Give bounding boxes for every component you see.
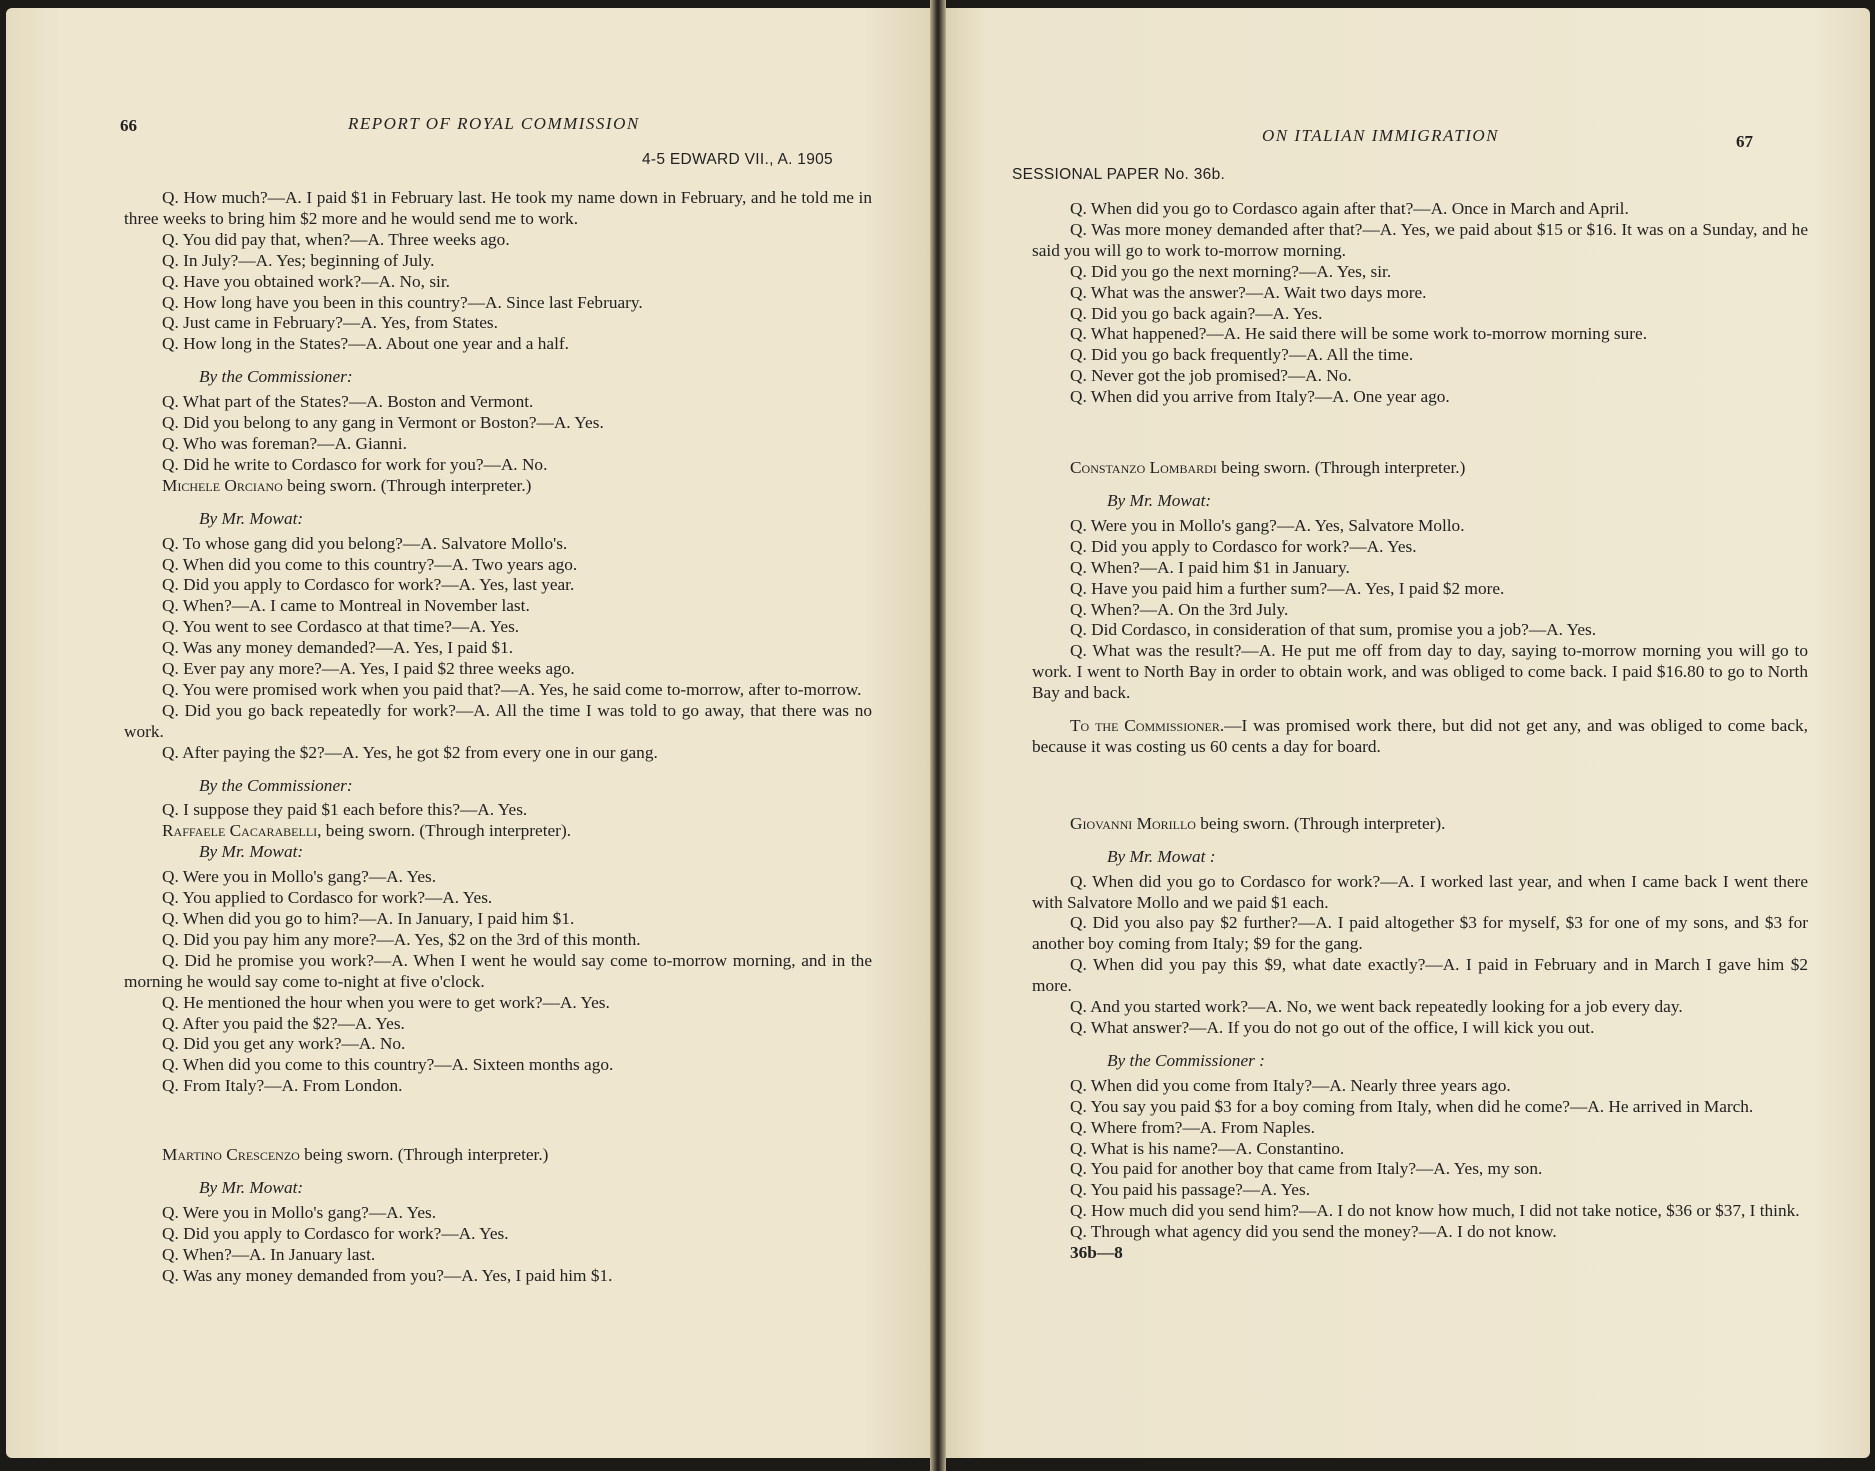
witness-sworn-text: being sworn. (Through interpreter.) xyxy=(282,475,532,495)
qa-line: Q. Was any money demanded from you?—A. Yes, I paid him $1. xyxy=(162,1265,613,1285)
qa-line: Q. You paid his passage?—A. Yes. xyxy=(1070,1180,1311,1200)
examiner-heading: By the Commissioner : xyxy=(1107,1050,1265,1070)
testimony-block-3 xyxy=(124,534,872,764)
qa-line: Q. Did you go back again?—A. Yes. xyxy=(1070,303,1323,323)
testimony-block-2 xyxy=(1032,516,1808,704)
qa-line: Q. You say you paid $3 for a boy coming from Italy, when did he come?—A. He arrived in March. xyxy=(1070,1096,1754,1116)
qa-line: Q. Who was foreman?—A. Gianni. xyxy=(162,433,407,453)
qa-line: Q. Did you apply to Cordasco for work?—A. Yes, last year. xyxy=(162,575,575,595)
statement-to-commissioner xyxy=(1032,716,1808,758)
book-gutter xyxy=(930,0,946,1471)
examiner-heading: By the Commissioner: xyxy=(199,775,353,795)
examiner-heading: By Mr. Mowat : xyxy=(1107,846,1216,866)
qa-line: Q. Did you pay him any more?—A. Yes, $2 on the 3rd of this month. xyxy=(162,929,641,949)
witness-name: Michele Orciano xyxy=(162,475,283,495)
qa-line: Q. Were you in Mollo's gang?—A. Yes, Salvatore Mollo. xyxy=(1070,515,1465,535)
examiner-heading: By the Commissioner: xyxy=(199,367,353,387)
qa-line: Q. Have you paid him a further sum?—A. Yes, I paid $2 more. xyxy=(1070,578,1505,598)
page-number-left: 66 xyxy=(120,116,137,135)
qa-line: Q. What is his name?—A. Constantino. xyxy=(1070,1138,1345,1158)
qa-line: Q. What part of the States?—A. Boston and Vermont. xyxy=(162,392,534,412)
right-page-body xyxy=(1032,199,1808,1264)
qa-line: Q. From Italy?—A. From London. xyxy=(162,1076,403,1096)
running-title-left: REPORT OF ROYAL COMMISSION xyxy=(348,114,640,133)
qa-line: Q. You went to see Cordasco at that time?—A. Yes. xyxy=(162,617,520,637)
testimony-block-6 xyxy=(124,1203,872,1287)
left-page xyxy=(6,8,936,1458)
qa-line: Q. How much?—A. I paid $1 in February last. He took my name down in February, and he told me in three weeks to bring him $2 more and he would send me to work. xyxy=(124,188,872,228)
qa-line: Q. Did you apply to Cordasco for work?—A. Yes. xyxy=(162,1223,509,1243)
qa-line: Q. Did you apply to Cordasco for work?—A. Yes. xyxy=(1070,536,1417,556)
testimony-block-2 xyxy=(124,392,872,476)
qa-line: Q. Did Cordasco, in consideration of that sum, promise you a job?—A. Yes. xyxy=(1070,620,1597,640)
qa-line: Q. You did pay that, when?—A. Three weeks ago. xyxy=(162,229,510,249)
qa-line: Q. And you started work?—A. No, we went back repeatedly looking for a job every day. xyxy=(1070,997,1683,1017)
testimony-block-4 xyxy=(124,800,872,821)
witness-name: Raffaele Cacarabelli xyxy=(162,821,318,841)
qa-line: Q. You were promised work when you paid that?—A. Yes, he said come to-morrow, after to-morrow. xyxy=(162,679,862,699)
witness-name: Martino Crescenzo xyxy=(162,1145,300,1165)
section-spacer xyxy=(1032,704,1808,716)
sessional-paper-line: SESSIONAL PAPER No. 36b. xyxy=(1012,166,1226,183)
testimony-block-1 xyxy=(124,188,872,355)
qa-line: Q. Did you belong to any gang in Vermont or Boston?—A. Yes. xyxy=(162,413,604,433)
qa-line: Q. Were you in Mollo's gang?—A. Yes. xyxy=(162,867,437,887)
session-line: 4-5 EDWARD VII., A. 1905 xyxy=(642,151,833,168)
qa-line: Q. Was more money demanded after that?—A. Yes, we paid about $15 or $16. It was on a Sunday, and he said you will go to work to-morrow morning. xyxy=(1032,219,1808,260)
witness-sworn-line xyxy=(162,476,872,497)
left-page-body xyxy=(124,188,872,1287)
witness-sworn-text: being sworn. (Through interpreter.) xyxy=(299,1145,549,1165)
qa-line: Q. When did you come from Italy?—A. Nearly three years ago. xyxy=(1070,1075,1511,1095)
witness-name: Constanzo Lombardi xyxy=(1070,458,1217,478)
qa-line: Q. When?—A. On the 3rd July. xyxy=(1070,599,1289,619)
witness-sworn-line xyxy=(1070,458,1808,479)
qa-line: Q. In July?—A. Yes; beginning of July. xyxy=(162,250,435,270)
qa-line: Q. When?—A. In January last. xyxy=(162,1244,376,1264)
qa-line: Q. Through what agency did you send the money?—A. I do not know. xyxy=(1070,1222,1557,1242)
qa-line: Q. When did you go to Cordasco for work?—A. I worked last year, and when I came back I went there with Salvatore Mollo and we paid $1 each. xyxy=(1032,871,1808,912)
qa-line: Q. When did you come to this country?—A. Two years ago. xyxy=(162,554,578,574)
qa-line: Q. What answer?—A. If you do not go out of the office, I will kick you out. xyxy=(1070,1018,1595,1037)
right-page xyxy=(940,8,1870,1458)
statement-label: To the Commissioner. xyxy=(1070,716,1225,736)
qa-line: Q. When did you go to Cordasco again after that?—A. Once in March and April. xyxy=(1070,199,1629,218)
qa-line: Q. Did you go the next morning?—A. Yes, sir. xyxy=(1070,261,1392,281)
statement-text: —I was promised work there, but did not get any, and was obliged to come back, because it was costing us 60 cents a day for board. xyxy=(1032,716,1808,756)
qa-line: Q. Did he promise you work?—A. When I went he would say come to-morrow morning, and in the morning he would say come to-night at five o'clock. xyxy=(124,950,872,991)
section-spacer xyxy=(124,1097,872,1145)
witness-name: Giovanni Morillo xyxy=(1070,813,1196,833)
qa-line: Q. When?—A. I came to Montreal in November last. xyxy=(162,596,530,616)
qa-line: Q. When did you pay this $9, what date exactly?—A. I paid in February and in March I gave him $2 more. xyxy=(1032,955,1808,996)
qa-line: Q. Did you also pay $2 further?—A. I paid altogether $3 for myself, $3 for one of my sons, and $3 for another boy coming from Italy; $9 for the gang. xyxy=(1032,913,1808,954)
qa-line: Q. When did you arrive from Italy?—A. One year ago. xyxy=(1070,387,1450,407)
qa-line: Q. What was the answer?—A. Wait two days more. xyxy=(1070,282,1427,302)
section-spacer xyxy=(1032,758,1808,814)
witness-sworn-line xyxy=(1070,814,1808,835)
testimony-block-4 xyxy=(1032,1076,1808,1243)
qa-line: Q. Did you get any work?—A. No. xyxy=(162,1034,406,1054)
testimony-block-1 xyxy=(1032,199,1808,408)
qa-line: Q. You applied to Cordasco for work?—A. Yes. xyxy=(162,888,493,908)
page-number-right: 67 xyxy=(1736,132,1753,151)
signature-mark: 36b—8 xyxy=(1070,1243,1123,1263)
examiner-heading: By Mr. Mowat: xyxy=(199,842,304,862)
running-title-right: ON ITALIAN IMMIGRATION xyxy=(1262,126,1499,145)
qa-line: Q. Was any money demanded?—A. Yes, I paid $1. xyxy=(162,638,514,658)
qa-line: Q. Never got the job promised?—A. No. xyxy=(1070,366,1352,386)
qa-line: Q. Did he write to Cordasco for work for you?—A. No. xyxy=(162,454,548,474)
qa-line: Q. To whose gang did you belong?—A. Salvatore Mollo's. xyxy=(162,533,568,553)
examiner-heading: By Mr. Mowat: xyxy=(199,1178,304,1198)
witness-sworn-line xyxy=(162,1145,872,1166)
testimony-block-3 xyxy=(1032,872,1808,1039)
qa-line: Q. When did you go to him?—A. In January, I paid him $1. xyxy=(162,909,575,928)
qa-line: Q. Were you in Mollo's gang?—A. Yes. xyxy=(162,1202,437,1222)
examiner-heading: By Mr. Mowat: xyxy=(199,508,304,528)
examiner-heading: By Mr. Mowat: xyxy=(1107,490,1212,510)
qa-line: Q. When?—A. I paid him $1 in January. xyxy=(1070,557,1350,577)
qa-line: Q. How long have you been in this country?—A. Since last February. xyxy=(162,292,643,312)
qa-line: Q. Did you go back repeatedly for work?—A. All the time I was told to go away, that there was no work. xyxy=(124,700,872,741)
qa-line: Q. Have you obtained work?—A. No, sir. xyxy=(162,271,450,291)
qa-line: Q. When did you come to this country?—A. Sixteen months ago. xyxy=(162,1055,614,1075)
qa-line: Q. How much did you send him?—A. I do not know how much, I did not take notice, $36 or $37, I think. xyxy=(1070,1201,1800,1221)
section-spacer xyxy=(1032,408,1808,458)
qa-line: Q. After paying the $2?—A. Yes, he got $2 from every one in our gang. xyxy=(162,742,658,762)
qa-line: Q. I suppose they paid $1 each before this?—A. Yes. xyxy=(162,800,528,820)
qa-line: Q. What happened?—A. He said there will be some work to-morrow morning sure. xyxy=(1070,324,1648,344)
qa-line: Q. How long in the States?—A. About one year and a half. xyxy=(162,334,569,354)
qa-line: Q. Where from?—A. From Naples. xyxy=(1070,1117,1315,1137)
qa-line: Q. You paid for another boy that came from Italy?—A. Yes, my son. xyxy=(1070,1159,1543,1179)
qa-line: Q. After you paid the $2?—A. Yes. xyxy=(162,1013,405,1033)
qa-line: Q. Did you go back frequently?—A. All the time. xyxy=(1070,345,1414,365)
witness-sworn-text: , being sworn. (Through interpreter). xyxy=(317,821,572,841)
witness-sworn-text: being sworn. (Through interpreter.) xyxy=(1216,458,1466,478)
witness-sworn-line xyxy=(162,821,872,842)
qa-line: Q. Just came in February?—A. Yes, from States. xyxy=(162,313,498,333)
qa-line: Q. He mentioned the hour when you were to get work?—A. Yes. xyxy=(162,992,610,1012)
qa-line: Q. What was the result?—A. He put me off from day to day, saying to-morrow morning you will go to work. I went to North Bay in order to obtain work, and was obliged to come back. I paid $16.80 to go to North Bay and back. xyxy=(1032,641,1808,703)
witness-sworn-text: being sworn. (Through interpreter). xyxy=(1195,813,1446,833)
qa-line: Q. Ever pay any more?—A. Yes, I paid $2 three weeks ago. xyxy=(162,659,575,679)
testimony-block-5 xyxy=(124,867,872,1097)
